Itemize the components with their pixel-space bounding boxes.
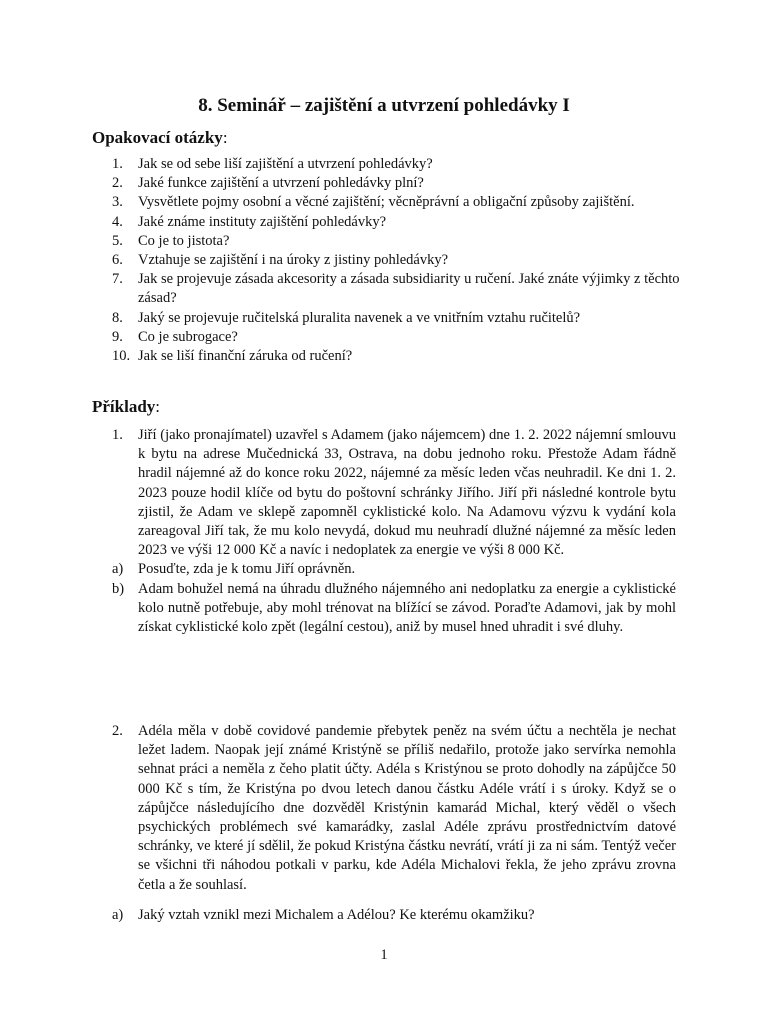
list-item [112, 347, 692, 366]
sub-question-letter: b) [112, 580, 125, 597]
sub-question [112, 580, 676, 638]
example-text: Adéla měla v době covidové pandemie přebytek peněz na svém účtu a nechtěla je nechat ležet ladem. Naopak její známé Kristýně se příliš nedařilo, protože jako servírka nemohla sehnat práci a neměla z čeho platit účty. Adéla s Kristýnou se proto dohodly na zápůjčce 50 000 Kč s tím, že Kristýna po dvou letech danou částku Adéle vrátí i s úroky. Když se o zápůjčce následujícího dne dozvěděl Kristýnin kamarád Michal, který věděl o všech psychických problémech své kamarádky, zaslal Adéle zprávu prostřednictvím datové schránky, ve které jí sdělil, že pokud Kristýna částku nevrátí, vrátí ji za ni sám. Tentýž večer se všichni tři náhodou potkali v parku, kde Adéla Michalovi řekla, že jeho zprávu zrovna četla a že souhlasí. [138, 723, 676, 893]
list-number: 7. [112, 271, 123, 288]
example-number: 1. [112, 427, 123, 443]
question-text: Co je subrogace? [138, 328, 238, 345]
examples-heading-text: Příklady [92, 397, 156, 416]
question-text: Jaké funkce zajištění a utvrzení pohledávky plní? [138, 175, 424, 192]
list-number: 1. [112, 156, 123, 172]
example-paragraph [112, 722, 676, 895]
question-text: Vztahuje se zajištění i na úroky z jistiny pohledávky? [138, 252, 449, 269]
example-paragraph [112, 426, 676, 560]
list-number: 5. [112, 232, 123, 249]
list-number: 3. [112, 194, 123, 211]
sub-question-text: Adam bohužel nemá na úhradu dlužného nájemného ani nedoplatku za energie a cyklistické kolo nutně potřebuje, aby mohl trénovat na blížící se závod. Poraďte Adamovi, jak by mohl získat cyklistické kolo zpět (legální cestou), aniž by musel hned uhradit i své dluhy. [138, 580, 676, 636]
list-item [112, 213, 692, 232]
example-number: 2. [112, 723, 123, 739]
list-number: 9. [112, 328, 123, 345]
paragraph-gap [112, 895, 676, 906]
sub-question-letter: a) [112, 561, 124, 578]
sub-question-text: Posuďte, zda je k tomu Jiří oprávněn. [138, 561, 356, 578]
example-text: Jiří (jako pronajímatel) uzavřel s Adamem (jako nájemcem) dne 1. 2. 2022 nájemní smlouvu k bytu na adrese Mučednická 33, Ostrava, na dobu jednoho roku. Přestože Adam řádně hradil nájemné až do konce roku 2022, nájemné za měsíc leden včas neuhradil. Ke dni 1. 2. 2023 pouze hodil klíče od bytu do poštovní schránky Jiřího. Jiří při následné kontrole bytu zjistil, že Adam ve sklepě zapomněl cyklistické kolo. Na Adamovu výzvu k vydání kola zareagoval Jiří tak, že mu kolo nevydá, dokud mu neuhradí dlužné nájemné za měsíc leden 2023 ve výši 12 000 Kč a navíc i nedoplatek za energie ve výši 8 000 Kč. [138, 427, 676, 559]
question-text: Jaké známe instituty zajištění pohledávky? [138, 213, 387, 230]
heading-colon: : [155, 397, 161, 416]
question-text: Co je to jistota? [138, 232, 230, 249]
question-text: Vysvětlete pojmy osobní a věcné zajištění; věcněprávní a obligační způsoby zajištění. [138, 194, 635, 211]
sub-question [112, 560, 676, 579]
questions-heading-text: Opakovací otázky [92, 128, 223, 147]
list-item [112, 270, 692, 308]
examples-heading [92, 396, 160, 418]
list-item [112, 251, 692, 270]
list-item [112, 309, 692, 328]
question-text: Jak se projevuje zásada akcesority a zásada subsidiarity u ručení. Jaké znáte výjimky z těchto zásad? [138, 271, 680, 307]
list-item [112, 155, 692, 174]
list-number: 4. [112, 213, 123, 230]
list-number: 6. [112, 252, 123, 269]
list-item [112, 174, 692, 193]
example-1 [112, 426, 676, 637]
question-text: Jaký se projevuje ručitelská pluralita navenek a ve vnitřním vztahu ručitelů? [138, 309, 581, 326]
questions-heading [92, 127, 228, 149]
example-2 [112, 722, 676, 925]
question-text: Jak se liší finanční záruka od ručení? [138, 348, 353, 365]
sub-question-letter: a) [112, 906, 124, 923]
sub-question [112, 906, 676, 925]
question-text: Jak se od sebe liší zajištění a utvrzení pohledávky? [138, 156, 433, 172]
list-item [112, 193, 692, 212]
heading-colon: : [222, 128, 228, 147]
list-number: 10. [112, 348, 131, 365]
list-number: 2. [112, 175, 123, 192]
page-title: 8. Seminář – zajištění a utvrzení pohledávky I [198, 95, 570, 116]
sub-question-text: Jaký vztah vznikl mezi Michalem a Adélou? Ke kterému okamžiku? [138, 906, 535, 923]
list-item [112, 328, 692, 347]
list-number: 8. [112, 309, 123, 326]
questions-list [112, 155, 692, 366]
list-item [112, 232, 692, 251]
page-number: 1 [380, 947, 388, 963]
